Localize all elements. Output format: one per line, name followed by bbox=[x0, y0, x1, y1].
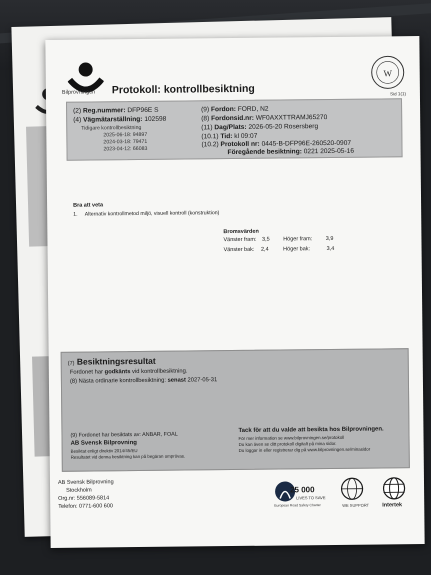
field-number: (11) bbox=[201, 124, 213, 132]
brake-row-front bbox=[223, 236, 333, 243]
notes-heading: Bra att veta bbox=[73, 202, 104, 209]
login-text: Du loggar in eller registrerar dig på www.bilprovningen.se/minasidor bbox=[238, 446, 371, 453]
field-number: (4) bbox=[73, 116, 82, 124]
reg-number-row bbox=[73, 107, 158, 115]
result-approved-prefix: Fordonet har bbox=[69, 369, 105, 376]
field-number: (10.1) bbox=[201, 133, 219, 141]
vehicle-info-box bbox=[66, 98, 403, 161]
date-place-label: Dag/Plats: bbox=[214, 123, 247, 132]
lives-to-save-number: 25 000 bbox=[290, 485, 315, 495]
page-number: Sid 1(1) bbox=[390, 91, 406, 97]
footer-phone: Telefon: 0771-600 600 bbox=[58, 503, 114, 510]
more-info-text: För mer information se www.bilprovningen.se/protokoll bbox=[238, 434, 345, 441]
field-number: (9) bbox=[201, 106, 210, 114]
footer-company: AB Svensk Bilprovning bbox=[57, 479, 114, 486]
intertek-globe-icon bbox=[382, 476, 406, 500]
vin-row bbox=[201, 114, 327, 122]
notes-item-number: 1. bbox=[73, 211, 78, 218]
notes-item-text: Alternativ kontrollmetod miljö, visuell kontroll (konstruktion) bbox=[84, 210, 220, 218]
brake-right-rear-value: 3,4 bbox=[326, 245, 335, 253]
result-approved-status: godkänts bbox=[104, 369, 131, 376]
footer-org-number: Org.nr: 556089-5814 bbox=[58, 495, 110, 502]
lives-to-save-caption: LIVES TO SAVE bbox=[296, 495, 326, 501]
time-value: kl 09:07 bbox=[234, 132, 258, 140]
previous-inspections-label: Tidigare kontrollbesiktning bbox=[81, 124, 142, 132]
swedac-seal-icon bbox=[370, 54, 406, 90]
brake-right-rear-label: Höger bak: bbox=[283, 246, 311, 253]
next-inspection-line bbox=[70, 377, 217, 385]
page-title: Protokoll: kontrollbesiktning bbox=[111, 82, 255, 97]
result-title-text: Besiktningsresultat bbox=[76, 355, 156, 367]
reg-number-label: Reg.nummer: bbox=[82, 107, 126, 115]
vin-label: Fordonsid.nr: bbox=[211, 114, 254, 123]
odometer-value: 102598 bbox=[144, 115, 167, 123]
field-number: (8) bbox=[201, 115, 210, 123]
notes-item bbox=[73, 210, 219, 218]
previous-inspection-2: 2024-03-18: 79471 bbox=[103, 138, 148, 146]
time-label: Tid: bbox=[220, 133, 233, 141]
time-row bbox=[201, 133, 257, 141]
inspected-by: (9) Fordonet har besiktats av: ANBAR, FOAL bbox=[70, 431, 178, 439]
result-title bbox=[68, 356, 156, 367]
we-support-caption: WE SUPPORT bbox=[342, 502, 370, 508]
previous-inspection-value: 0221 2025-05-16 bbox=[303, 147, 355, 156]
brake-row-rear bbox=[224, 246, 335, 253]
brake-right-front-value: 3,9 bbox=[325, 235, 334, 243]
brand-name: Bilprovningen bbox=[61, 89, 96, 96]
previous-inspection-1: 2025-06-18: 94897 bbox=[103, 131, 148, 139]
brake-left-rear-value: 2,4 bbox=[260, 246, 269, 253]
previous-inspection-label: Föregående besiktning: bbox=[227, 148, 302, 157]
odometer-label: Vägmätarställning: bbox=[83, 115, 143, 124]
vehicle-row bbox=[201, 106, 269, 114]
date-place-row bbox=[201, 123, 318, 131]
previous-inspection-row bbox=[228, 148, 355, 156]
previous-inspection-3: 2023-04-12: 66083 bbox=[103, 145, 148, 153]
odometer-row bbox=[73, 116, 166, 124]
vehicle-label: Fordon: bbox=[210, 105, 236, 114]
result-company: AB Svensk Bilprovning bbox=[70, 440, 137, 447]
field-number: (10.2) bbox=[201, 141, 219, 149]
brake-left-rear-label: Vänster bak: bbox=[223, 246, 255, 254]
brake-right-front-label: Höger fram: bbox=[283, 236, 313, 243]
svg-text:W: W bbox=[383, 68, 393, 79]
brake-left-front-value: 3,5 bbox=[261, 236, 270, 243]
date-place-value: 2026-05-20 Rosersberg bbox=[248, 123, 319, 131]
road-safety-charter-caption: European Road Safety Charter bbox=[274, 503, 321, 508]
protocol-number-label: Protokoll nr: bbox=[220, 140, 260, 149]
directive-note: Besiktat enligt direktiv 2014/45/EU bbox=[70, 448, 138, 454]
inspection-result-box bbox=[61, 348, 410, 472]
footer-city: Stockholm bbox=[66, 487, 92, 494]
brake-left-front-label: Vänster fram: bbox=[223, 236, 257, 244]
next-inspection-label: (8) Nästa ordinarie kontrollbesiktning: bbox=[69, 377, 168, 385]
vin-value: WF0AXXTTRAMJ65270 bbox=[255, 114, 328, 122]
result-approved-line bbox=[70, 369, 188, 376]
thank-you-text: Tack för att du valde att besikta hos Bilprovningen. bbox=[238, 426, 384, 434]
next-inspection-latest: senast bbox=[167, 377, 186, 384]
vehicle-value: FORD, N2 bbox=[237, 105, 269, 113]
next-inspection-date: 2027-05-31 bbox=[185, 377, 218, 384]
protocol-number-value: 0445-B-DFP96E-260520-0907 bbox=[261, 139, 352, 148]
brake-values-heading: Bromsvärden bbox=[223, 228, 259, 236]
field-number: (2) bbox=[73, 107, 82, 115]
we-support-globe-icon bbox=[340, 477, 364, 501]
inspection-protocol-sheet bbox=[45, 36, 424, 548]
result-field-number: (7) bbox=[67, 360, 75, 367]
digital-protocol-text: Du kan även se ditt protokoll digitalt på mina sidor. bbox=[238, 440, 337, 447]
result-approved-suffix: vid kontrollbesiktning. bbox=[130, 368, 188, 376]
reg-number-value: DFP96E S bbox=[127, 106, 159, 115]
review-note: Resultatet vid denna besiktning kan på begäran omprövas. bbox=[70, 453, 186, 460]
intertek-caption: Intertek bbox=[382, 502, 403, 509]
